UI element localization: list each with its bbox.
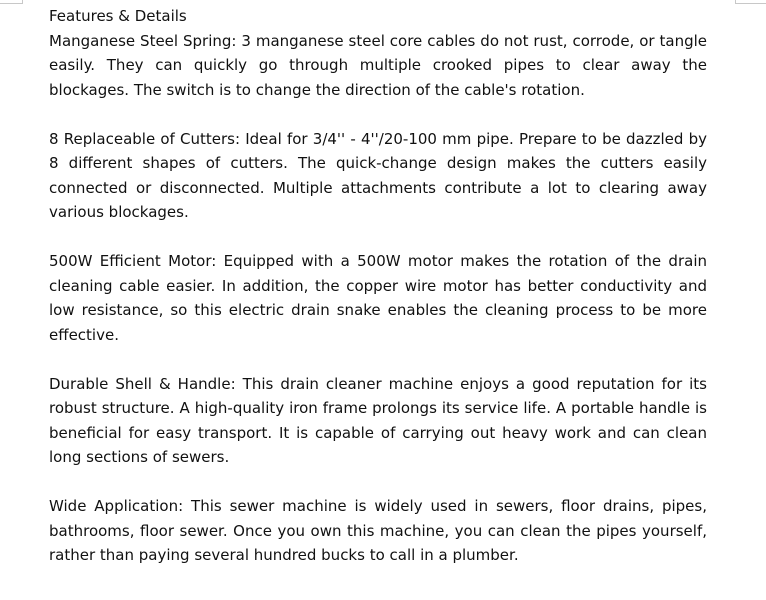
feature-paragraph-shell-handle: Durable Shell & Handle: This drain cleaner machine enjoys a good reputation for its robust structure. A high-quality iron frame prolongs its service life. A portable handle is beneficial for easy transport. It is capable of carrying out heavy work and can clean long sections of sewers. xyxy=(49,374,707,466)
features-heading: Features & Details xyxy=(49,7,187,25)
feature-paragraph-wide-application: Wide Application: This sewer machine is widely used in sewers, floor drains, pipes, bathrooms, floor sewer. Once you own this machine, you can clean the pipes yourself, rather than paying several hundred bucks to call in a plumber. xyxy=(49,497,707,564)
page-corner-mark-left xyxy=(0,0,23,4)
page-corner-mark-right xyxy=(735,0,766,4)
feature-paragraph-motor: 500W Efficient Motor: Equipped with a 500W motor makes the rotation of the drain cleaning cable easier. In addition, the copper wire motor has better conductivity and low resistance, so this electric drain snake enables the cleaning process to be more effective. xyxy=(49,252,707,344)
feature-paragraph-manganese-spring: Manganese Steel Spring: 3 manganese steel core cables do not rust, corrode, or tangle easily. They can quickly go through multiple crooked pipes to clear away the blockages. The switch is to change the direction of the cable's rotation. xyxy=(49,31,707,99)
feature-paragraph-replaceable-cutters: 8 Replaceable of Cutters: Ideal for 3/4'' - 4''/20-100 mm pipe. Prepare to be dazzled by 8 different shapes of cutters. The quick-change design makes the cutters easily connected or disconnected. Multiple attachments contribute a lot to clearing away various blockages. xyxy=(49,129,707,221)
document-body xyxy=(49,4,707,592)
